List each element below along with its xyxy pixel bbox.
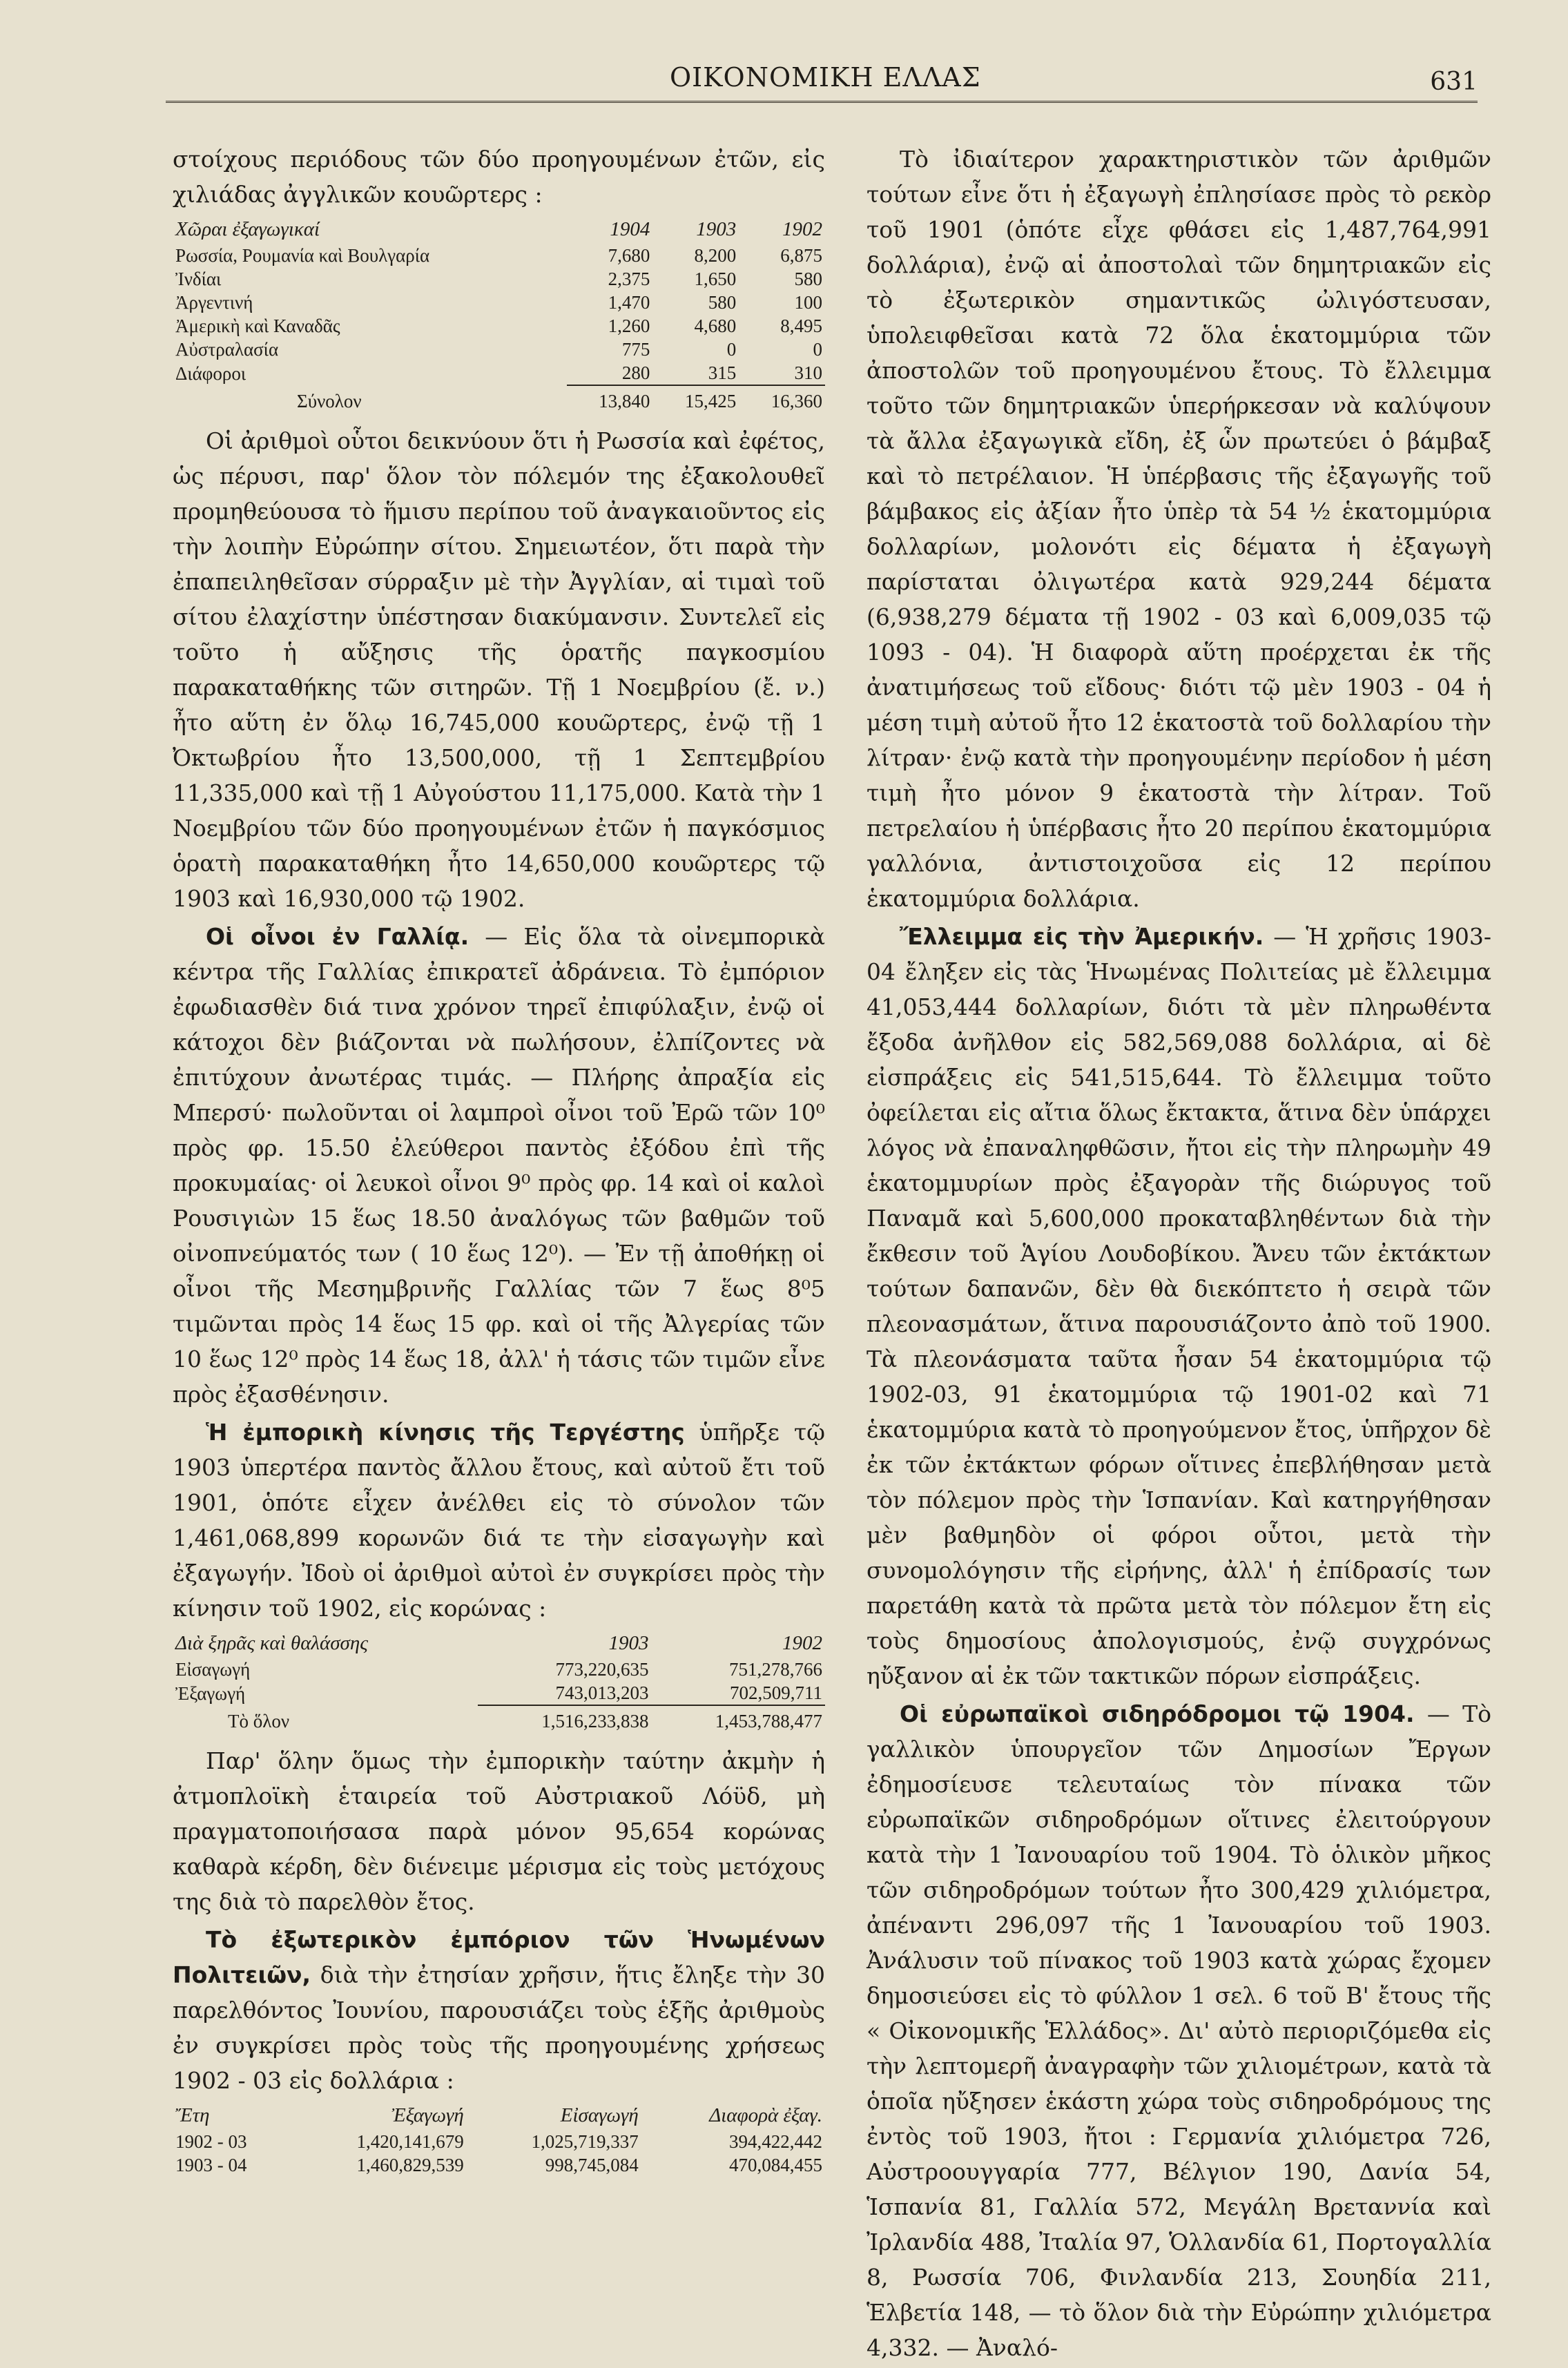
row-label: 1903 - 04: [175, 2155, 247, 2175]
cotton-paragraph: Τὸ ἰδιαίτερον χαρακτηριστικὸν τῶν ἀριθμῶν τούτων εἶνε ὅτι ἡ ἐξαγωγὴ ἐπλησίασε πρὸς τὸ ρεκὸρ τοῦ 1901 (ὁπότε εἶχε φθάσει εἰς 1,487,764,991 δολλάρια), ἐνῷ αἱ ἀποστολαὶ τῶν δημητριακῶν εἰς τὸ ἐξωτερικὸν σημαντικῶς ὠλιγόστευσαν, ὑπολειφθεῖσαι κατὰ 72 ὅλα ἑκατομμύρια τῶν ἀποστολῶν τοῦ προηγουμένου ἔτους. Τὸ ἔλλειμμα τοῦτο τῶν δημητριακῶν ὑπερήρκεσαν νὰ καλύψουν τὰ ἄλλα ἐξαγωγικὰ εἴδη, ἐξ ὧν πρωτεύει ὁ βάμβαξ καὶ τὸ πετρέλαιον. Ἡ ὑπέρβασις τῆς ἐξαγωγῆς τοῦ βάμβακος εἰς ἀξίαν ἦτο ὑπὲρ τὰ 54 ½ ἑκατομμύρια δολλαρίων, μολονότι εἰς δέματα ἡ ἐξαγωγὴ παρίσταται ὀλιγωτέρα κατὰ 929,244 δέματα (6,938,279 δέματα τῇ 1902 - 03 καὶ 6,009,035 τῷ 1093 - 04). Ἡ διαφορὰ αὕτη προέρχεται ἐκ τῆς ἀνατιμήσεως τοῦ εἴδους· διότι τῷ μὲν 1903 - 04 ἡ μέση τιμὴ αὐτοῦ ἦτο 12 ἑκατοστὰ τοῦ δολλαρίου τὴν λίτραν· ἐνῷ κατὰ τὴν προηγουμένην περίοδον ἡ μέση τιμὴ ἦτο μόνον 9 ἑκατοστὰ τὴν λίτραν. Τοῦ πετρελαίου ἡ ὑπέρβασις ἦτο 20 περίπου ἑκατομμύρια γαλλόνια, ἀντιστοιχοῦσα εἰς 12 περίπου ἑκατομμύρια δολλάρια.: [867, 146, 1491, 912]
table-row: [173, 1681, 825, 1705]
row-label: Ἀργεντινή: [175, 292, 253, 313]
cell: 751,278,766: [729, 1659, 822, 1680]
cell: 0: [813, 339, 822, 360]
row-label: Ἐξαγωγή: [175, 1682, 246, 1704]
row-label: 1902 - 03: [175, 2131, 247, 2152]
row-label: Ρωσσία, Ρουμανία καὶ Βουλγαρία: [175, 245, 430, 266]
trieste-heading: Ἡ ἐμπορικὴ κίνησις τῆς Τεργέστης: [206, 1419, 685, 1446]
cell: 13,840: [567, 385, 653, 416]
running-title: ΟΙΚΟΝΟΜΙΚΗ ΕΛΛΑΣ: [670, 62, 981, 93]
cell: 702,509,711: [730, 1682, 822, 1703]
wine-body: — Εἰς ὅλα τὰ οἰνεμπορικὰ κέντρα τῆς Γαλλίας ἐπικρατεῖ ἀδράνεια. Τὸ ἐμπόριον ἐφωδιασθὲν διά τινα χρόνον τηρεῖ ἐπιφύλαξιν, ἐνῷ οἱ κάτοχοι δὲν βιάζονται νὰ πωλήσουν, ἐλπίζοντες νὰ ἐπιτύχουν ἀνωτέρας τιμάς. — Πλήρης ἀπραξία εἰς Μπερσύ· πωλοῦνται οἱ λαμπροὶ οἶνοι τοῦ Ἐρῶ τῶν 10⁰ πρὸς φρ. 15.50 ἐλεύθεροι παντὸς ἐξόδου ἐπὶ τῆς προκυμαίας· οἱ λευκοὶ οἶνοι 9⁰ πρὸς φρ. 14 καὶ οἱ καλοὶ Ρουσιγιὼν 15 ἕως 18.50 ἀναλόγως τῶν βαθμῶν τοῦ οἰνοπνεύματός των ( 10 ἕως 12⁰). — Ἐν τῇ ἀποθήκῃ οἱ οἶνοι τῆς Μεσημβρινῆς Γαλλίας τῶν 7 ἕως 8⁰5 τιμῶνται πρὸς 14 ἕως 15 φρ. καὶ οἱ τῆς Ἀλγερίας τῶν 10 ἕως 12⁰ πρὸς 14 ἕως 18, ἀλλ' ἡ τάσις τῶν τιμῶν εἶνε πρὸς ἐξασθένησιν.: [173, 923, 825, 1408]
column-header: 1903: [608, 1632, 649, 1654]
column-header: Ἔτη: [175, 2104, 210, 2126]
cell: 8,200: [694, 245, 737, 266]
wheat-exports-table: [173, 215, 825, 416]
cell: 6,875: [780, 245, 822, 266]
table-row: [173, 338, 825, 361]
column-header: Διαφορὰ ἐξαγ.: [709, 2104, 822, 2126]
cell: 1,453,788,477: [652, 1705, 825, 1736]
deficit-body: — Ἡ χρῆσις 1903-04 ἔληξεν εἰς τὰς Ἡνωμένας Πολιτείας μὲ ἔλλειμμα 41,053,444 δολλαρίων, διότι τὰ μὲν πληρωθέντα ἔξοδα ἀνῆλθον εἰς 582,569,088 δολλάρια, αἱ δὲ εἰσπράξεις εἰς 541,515,644. Τὸ ἔλλειμμα τοῦτο ὀφείλεται εἰς αἴτια ὅλως ἔκτακτα, ἅτινα δὲν ὑπάρχει λόγος νὰ ἐπαναληφθῶσιν, ἤτοι εἰς τὴν πληρωμὴν 49 ἑκατομμυρίων πρὸς ἐξαγορὰν τῆς διώρυγος τοῦ Παναμᾶ καὶ 5,600,000 προκαταβληθέντων διὰ τὴν ἔκθεσιν τοῦ Ἁγίου Λουδοβίκου. Ἄνευ τῶν ἐκτάκτων τούτων δαπανῶν, δὲν θὰ διεκόπτετο ἡ σειρὰ τῶν πλεονασμάτων, ἅτινα παρουσιάζοντο ἀπὸ τοῦ 1900. Τὰ πλεονάσματα ταῦτα ἦσαν 54 ἑκατομμύρια τῷ 1902-03, 91 ἑκατομμύρια τῷ 1901-02 καὶ 71 ἑκατομμύρια κατὰ τὸ προηγούμενον ἔτος, ὑπῆρχον δὲ ἐκ τῶν ἐκτάκτων φόρων οἵτινες ἐπεβλήθησαν μετὰ τὸν πόλεμον πρὸς τὴν Ἱσπανίαν. Καὶ κατηργήθησαν μὲν βαθμηδὸν οἱ φόροι οὗτοι, μετὰ τὴν συνομολόγησιν τῆς εἰρήνης, ἀλλ' ἡ ἐπίδρασίς των παρετάθη κατὰ τὰ πρῶτα μετὰ τὸν πόλεμον ἔτη εἰς τοὺς δημοσίους ἀπολογισμούς, ἐνῷ συγχρόνως ηὔξανον αἱ ἐκ τῶν τακτικῶν πόρων εἰσπράξεις.: [867, 923, 1491, 1689]
cell: 280: [621, 362, 650, 383]
table-header-row: [173, 1629, 825, 1658]
cell: 310: [794, 362, 822, 383]
table-row: [173, 244, 825, 267]
cell: 743,013,203: [555, 1682, 649, 1703]
us-trade-body: διὰ τὴν ἐτησίαν χρῆσιν, ἥτις ἔληξε τὴν 30 παρελθόντος Ἰουνίου, παρουσιάζει τοὺς ἑξῆς ἀριθμοὺς ἐν συγκρίσει πρὸς τοὺς τῆς προηγουμένης χρήσεως 1902 - 03 εἰς δολλάρια :: [173, 1961, 825, 2094]
railways-body: — Τὸ γαλλικὸν ὑπουργεῖον τῶν Δημοσίων Ἔργων ἐδημοσίευσε τελευταίως τὸν πίνακα τῶν εὐρωπαϊκῶν σιδηροδρόμων οἵτινες ἐλειτούργουν κατὰ τὴν 1 Ἰανουαρίου τοῦ 1904. Τὸ ὁλικὸν μῆκος τῶν σιδηροδρόμων τούτων ἦτο 300,429 χιλιόμετρα, ἀπέναντι 296,097 τῆς 1 Ἰανουαρίου τοῦ 1903. Ἀνάλυσιν τοῦ πίνακος τοῦ 1903 κατὰ χώρας ἔχομεν δημοσιεύσει εἰς τὸ φύλλον 1 σελ. 6 τοῦ Β' ἔτους τῆς « Οἰκονομικῆς Ἑλλάδος». Δι' αὐτὸ περιοριζόμεθα εἰς τὴν λεπτομερῆ ἀναγραφὴν τῶν χιλιομέτρων, κατὰ τὰ ὁποῖα ηὔξησεν ἑκάστη χώρα τοὺς σιδηροδρόμους της ἐντὸς τοῦ 1903, ἤτοι : Γερμανία χιλιόμετρα 726, Αὐστροουγγαρία 777, Βέλγιον 190, Δανία 54, Ἱσπανία 81, Γαλλία 572, Μεγάλη Βρεταννία καὶ Ἰρλανδία 488, Ἰταλία 97, Ὁλλανδία 61, Πορτογαλλία 8, Ρωσσία 706, Φινλανδία 213, Σουηδία 211, Ἑλβετία 148, — τὸ ὅλον διὰ τὴν Εὐρώπην χιλιόμετρα 4,332. — Ἀναλό-: [867, 1700, 1491, 2361]
lloyd-paragraph: Παρ' ὅλην ὅμως τὴν ἐμπορικὴν ταύτην ἀκμὴν ἡ ἀτμοπλοϊκὴ ἑταιρεία τοῦ Αὐστριακοῦ Λόϋδ, μὴ πραγματοποιήσασα παρὰ μόνον 95,654 κορώνας καθαρὰ κέρδη, δὲν διένειμε μέρισμα εἰς τοὺς μετόχους της διὰ τὸ παρελθὸν ἔτος.: [173, 1747, 825, 1915]
page-number: 631: [1430, 68, 1478, 96]
table-total-row: [173, 1705, 825, 1736]
cell: 1,260: [608, 316, 650, 336]
cell: 16,360: [739, 385, 825, 416]
cell: 315: [708, 362, 737, 383]
cell: 7,680: [608, 245, 650, 266]
intro-paragraph: στοίχους περιόδους τῶν δύο προηγουμένων ἐτῶν, εἰς χιλιάδας ἀγγλικῶν κουῶρτερς :: [173, 146, 825, 208]
right-column: [867, 142, 1491, 2368]
column-header: Χῶραι ἐξαγωγικαί: [175, 218, 320, 240]
header-rule: [166, 101, 1478, 103]
cell: 100: [794, 292, 822, 313]
column-header: 1902: [782, 218, 822, 240]
wine-section: [173, 919, 825, 1412]
table-row: [173, 2153, 825, 2177]
left-column: [173, 142, 825, 2184]
cell: 470,084,455: [729, 2155, 822, 2175]
column-header: Εἰσαγωγή: [560, 2104, 639, 2126]
row-label: Τὸ ὅλον: [228, 1710, 290, 1731]
deficit-heading: Ἔλλειμμα εἰς τὴν Ἀμερικήν.: [900, 923, 1264, 950]
row-label: Ἀμερικὴ καὶ Καναδᾶς: [175, 316, 340, 336]
cell: 394,422,442: [729, 2131, 822, 2152]
us-trade-section: [173, 1922, 825, 2098]
table-row: [173, 291, 825, 314]
cell: 15,425: [652, 385, 739, 416]
trieste-section: [173, 1415, 825, 1626]
cell: 1,420,141,679: [356, 2131, 464, 2152]
railways-heading: Οἱ εὐρωπαϊκοὶ σιδηρόδρομοι τῷ 1904.: [900, 1700, 1415, 1727]
us-trade-heading: Τὸ ἐξωτερικὸν ἐμπόριον τῶν Ἡνωμένων Πολιτειῶν,: [173, 1926, 825, 1988]
page-header: [166, 62, 1478, 104]
cell: 4,680: [694, 316, 737, 336]
cell: 775: [621, 339, 650, 360]
table-header-row: [173, 2101, 825, 2130]
cell: 2,375: [608, 269, 650, 289]
cell: 580: [708, 292, 737, 313]
column-header: Ἐξαγωγή: [391, 2104, 464, 2126]
table-row: [173, 361, 825, 385]
cell: 8,495: [780, 316, 822, 336]
wine-heading: Οἱ οἶνοι ἐν Γαλλίᾳ.: [206, 923, 470, 950]
trieste-body: ὑπῆρξε τῷ 1903 ὑπερτέρα παντὸς ἄλλου ἔτους, καὶ αὐτοῦ ἔτι τοῦ 1901, ὁπότε εἶχεν ἀνέλθει εἰς τὸ σύνολον τῶν 1,461,068,899 κορωνῶν διά τε τὴν εἰσαγωγὴν καὶ ἐξαγωγήν. Ἰδοὺ οἱ ἀριθμοὶ αὐτοὶ ἐν συγκρίσει πρὸς τὴν κίνησιν τοῦ 1902, εἰς κορώνας :: [173, 1419, 825, 1622]
row-label: Σύνολον: [297, 390, 362, 411]
column-header: 1903: [696, 218, 737, 240]
table-row: [173, 2130, 825, 2153]
column-header: 1902: [782, 1632, 822, 1654]
row-label: Αὐστραλασία: [175, 339, 279, 360]
table-row: [173, 1658, 825, 1681]
row-label: Εἰσαγωγή: [175, 1659, 251, 1680]
table-row: [173, 267, 825, 291]
wheat-paragraph: Οἱ ἀριθμοὶ οὗτοι δεικνύουν ὅτι ἡ Ρωσσία καὶ ἐφέτος, ὡς πέρυσι, παρ' ὅλον τὸν πόλεμόν της ἐξακολουθεῖ προμηθεύουσα τὸ ἥμισυ περίπου τοῦ ἀναγκαιοῦντος εἰς τὴν λοιπὴν Εὐρώπην σίτου. Σημειωτέον, ὅτι παρὰ τὴν ἐπαπειληθεῖσαν σύρραξιν μὲ τὴν Ἀγγλίαν, αἱ τιμαὶ τοῦ σίτου ἐλαχίστην ὑπέστησαν διακύμανσιν. Συντελεῖ εἰς τοῦτο ἡ αὔξησις τῆς ὁρατῆς παγκοσμίου παρακαταθήκης τῶν σιτηρῶν. Τῇ 1 Νοεμβρίου (ἔ. ν.) ἦτο αὕτη ἐν ὅλῳ 16,745,000 κουῶρτερς, ἐνῷ τῇ 1 Ὀκτωβρίου ἦτο 13,500,000, τῇ 1 Σεπτεμβρίου 11,335,000 καὶ τῇ 1 Αὐγούστου 11,175,000. Κατὰ τὴν 1 Νοεμβρίου τῶν δύο προηγουμένων ἐτῶν ἡ παγκόσμιος ὁρατὴ παρακαταθήκη ἦτο 14,650,000 κουῶρτερς τῷ 1903 καὶ 16,930,000 τῷ 1902.: [173, 427, 825, 912]
column-header: Διὰ ξηρᾶς καὶ θαλάσσης: [175, 1632, 368, 1654]
cell: 1,470: [608, 292, 650, 313]
cell: 998,745,084: [545, 2155, 639, 2175]
column-header: 1904: [610, 218, 650, 240]
cell: 1,025,719,337: [531, 2131, 639, 2152]
cell: 1,460,829,539: [356, 2155, 464, 2175]
table-header-row: [173, 215, 825, 244]
row-label: Διάφοροι: [175, 362, 246, 384]
cell: 1,650: [694, 269, 737, 289]
cell: 1,516,233,838: [478, 1705, 651, 1736]
row-label: Ἰνδίαι: [175, 269, 222, 289]
deficit-section: [867, 919, 1491, 1693]
railways-section: [867, 1696, 1491, 2365]
table-total-row: [173, 385, 825, 416]
cell: 580: [794, 269, 822, 289]
cell: 773,220,635: [555, 1659, 649, 1680]
us-trade-table: [173, 2101, 825, 2177]
table-row: [173, 314, 825, 338]
cell: 0: [726, 339, 737, 360]
trieste-table: [173, 1629, 825, 1736]
